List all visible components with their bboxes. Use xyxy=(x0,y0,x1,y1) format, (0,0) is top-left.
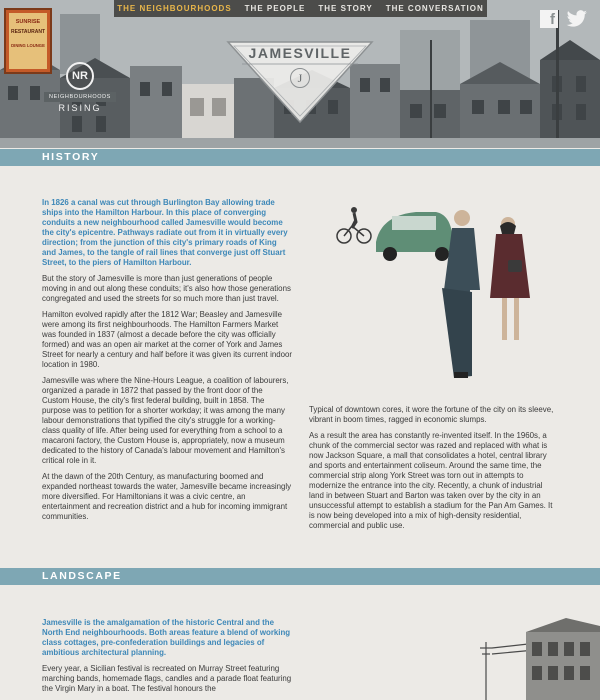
history-heading: HISTORY xyxy=(0,149,600,166)
history-paragraph: Typical of downtown cores, it wore the fortune of the city on its sleeve, vibrant in boom times, ragged in economic slumps. xyxy=(309,405,554,424)
nav-item-the-people[interactable]: THE PEOPLE xyxy=(244,4,306,13)
history-paragraph: Hamilton evolved rapidly after the 1812 War; Beasley and Jamesville were among its first neighbourhoods. The Hamilton Farmers Market was founded in 1837 (almost a decade before the city was officially formed) and was an open air market at the corner of York and James Street for nearly a century and half before it was given its current indoor location in 1980. xyxy=(42,310,292,369)
landscape-lead-paragraph: Jamesville is the amalgamation of the historic Central and the North End neighbourhoods. Both areas feature a blend of working class cottages, pre-confederation buildings and legacies of ambitious architectural planning. xyxy=(42,618,291,657)
sign-line-2: RESTAURANT xyxy=(10,29,46,35)
main-navigation xyxy=(114,0,487,17)
nr-rising-text: RISING xyxy=(58,103,102,113)
nav-item-the-story[interactable]: THE STORY xyxy=(318,4,373,13)
jamesville-letter: J xyxy=(290,68,310,88)
nav-item-the-neighbourhoods[interactable]: THE NEIGHBOURHOODS xyxy=(117,4,232,13)
landscape-paragraph: Every year, a Sicilian festival is recreated on Murray Street featuring marching bands, homemade flags, candles and a parade float featuring the Virgin Mary in a boat. The festival honours the xyxy=(42,664,292,693)
history-paragraph: But the story of Jamesville is more than just generations of people moving in and out along these conduits; it's also how those generations congregated and used the streets for so much more than just travel. xyxy=(42,274,291,303)
history-paragraph: As a result the area has constantly re-invented itself. In the 1960s, a chunk of the commercial sector was razed and replaced with what is now Jackson Square, a mall that consolidates a hotel, central library and sports and entertainment coliseum. Around the same time, the commercial strip along York Street was torn out in attempts to modernize the entrance into the city. Recently, a chunk of industrial land in between Stuart and Barton was taken over by the city in an unsuccessful attempt to establish a stadium for the Pan Am Games. It is now being developed into a mix of high-density residential, commercial and public use. xyxy=(309,431,553,530)
sign-line-3: DINING LOUNGE xyxy=(11,43,45,48)
history-left-column xyxy=(42,198,292,528)
history-paragraph: Jamesville was where the Nine-Hours League, a coalition of labourers, organized a parade in 1872 that passed by the front door of the Custom House, the city's first federal building, built in 1858. The purpose was to petition for a shorter workday; it was among the many labour demonstrations that typified the city's struggle for a working-class quality of life. After being used for everything from a school to a macaroni factory, the Custom House is, appropriately, now a museum dedicated to the history of Canada's labour movement and Hamilton's critical role in it. xyxy=(42,376,289,465)
neighbourhoods-rising-logo[interactable] xyxy=(44,62,116,112)
jamesville-emblem xyxy=(226,40,374,124)
history-lead-paragraph: In 1826 a canal was cut through Burlington Bay allowing trade ships into the Hamilton Harbour. In this place of converging conduits a new neighbourhood called Jamesville would become the city's epicentre. Pathways radiate out from it in virtually every direction; from the junction of this city's primary roads of King and James, to the tangle of rail lines that converge just off Stuart Street, to the piers of Hamilton Harbour. xyxy=(42,198,288,267)
jamesville-title: JAMESVILLE xyxy=(248,45,352,61)
historic-street-photo xyxy=(332,200,562,390)
sign-line-1: SUNRISE xyxy=(15,19,41,25)
social-links xyxy=(540,10,588,28)
streetcar-photo xyxy=(470,612,600,700)
landscape-heading: LANDSCAPE xyxy=(0,568,600,585)
landscape-left-column xyxy=(42,618,292,700)
nr-ribbon-text: NEIGHBOURHOODS xyxy=(44,92,116,102)
facebook-icon[interactable]: f xyxy=(540,10,558,28)
nr-monogram: NR xyxy=(66,62,94,90)
hero-banner xyxy=(0,0,600,148)
twitter-icon[interactable] xyxy=(566,10,588,28)
nav-item-the-conversation[interactable]: THE CONVERSATION xyxy=(385,4,484,13)
history-paragraph: At the dawn of the 20th Century, as manufacturing boomed and expanded northeast towards the water, Jamesville became increasingly more diversified. For Hamiltonians it was a civic centre, an entertainment and recreation district and a hub for incoming immigrant communities. xyxy=(42,472,292,521)
history-right-column xyxy=(309,405,559,537)
